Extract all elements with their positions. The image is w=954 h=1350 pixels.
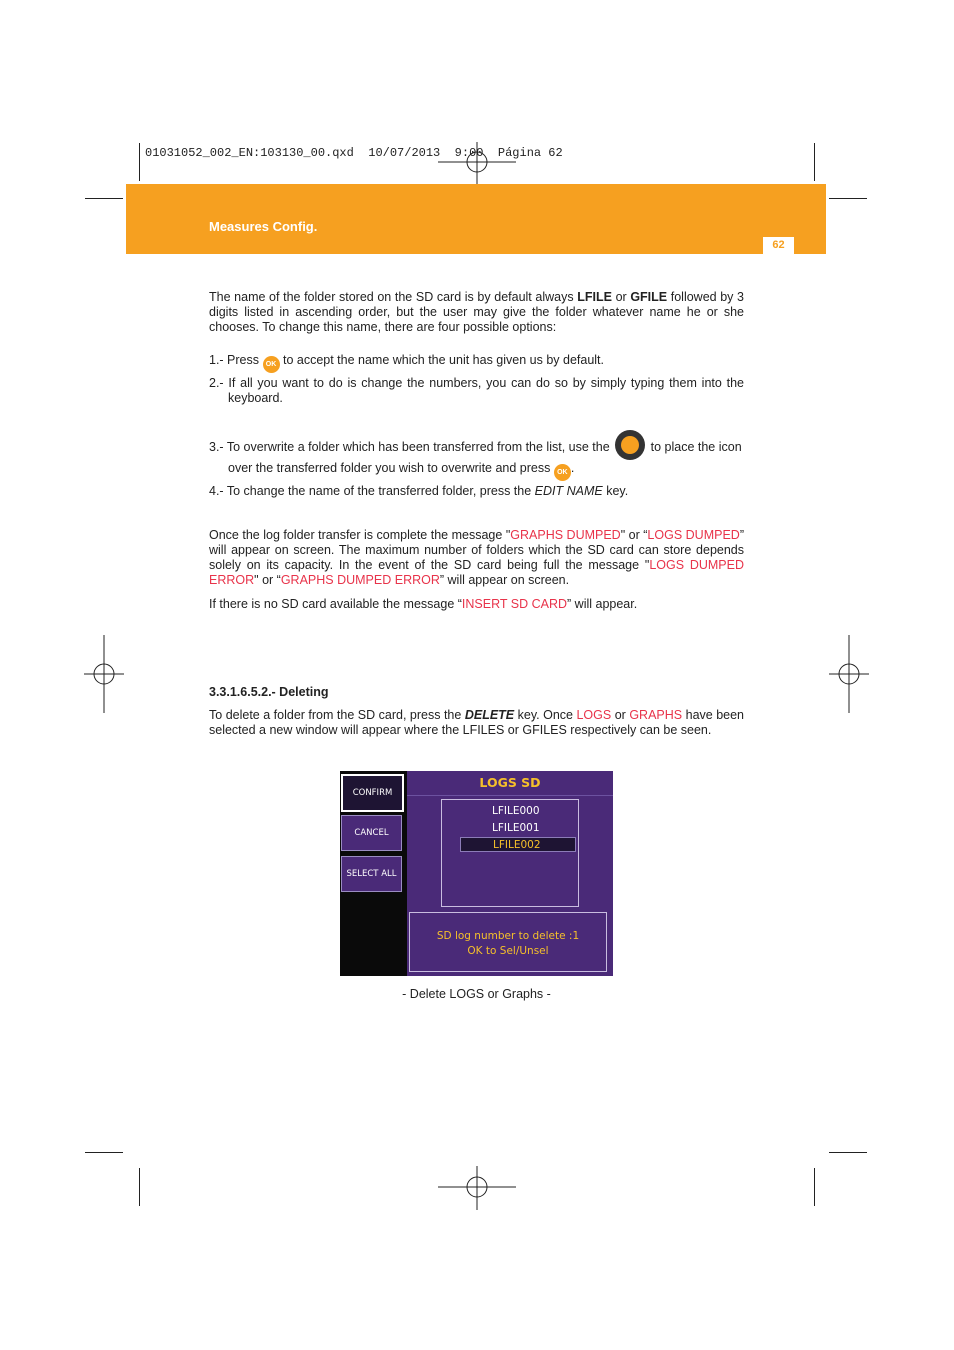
graphs-term: GRAPHS [629, 708, 683, 722]
message-graphs-dumped: GRAPHS DUMPED [510, 528, 621, 542]
ok-button-icon: OK [263, 356, 280, 373]
crop-mark [829, 198, 867, 199]
option-3: 3.- To overwrite a folder which has been transferred from the list, use the to place the icon [209, 430, 749, 460]
logs-term: LOGS [576, 708, 612, 722]
slug-time: 9:00 [454, 146, 484, 160]
crop-mark [139, 1168, 140, 1206]
option-4: 4.- To change the name of the transferred folder, press the EDIT NAME key. [209, 484, 629, 498]
device-screen [340, 771, 613, 976]
slug-page: Página 62 [497, 146, 563, 160]
cancel-button[interactable]: CANCEL [341, 815, 402, 851]
confirm-button[interactable]: CONFIRM [341, 774, 404, 812]
ok-button-icon: OK [554, 464, 571, 481]
print-slug [145, 146, 563, 160]
option-3-continued: over the transferred folder you wish to overwrite and press OK . [228, 461, 744, 481]
slug-filename: 01031052_002_EN:103130_00.qxd [145, 146, 354, 160]
status-message [409, 912, 607, 972]
registration-mark-bottom [438, 1166, 516, 1210]
logs-sd-panel [407, 771, 613, 976]
list-item[interactable]: LFILE001 [492, 822, 540, 834]
list-item-selected[interactable]: LFILE002 [460, 837, 576, 852]
intro-paragraph: The name of the folder stored on the SD card is by default always LFILE or GFILE followed by 3 digits listed in ascending order, but the user may give the folder whatever name he or she chooses. To change this name, there are four possible options: [209, 290, 745, 334]
deleting-paragraph: To delete a folder from the SD card, press the DELETE key. Once LOGS or GRAPHS have been selected a new window will appear where the LFILES or GFILES respectively can be seen. [209, 708, 745, 737]
screen-title: LOGS SD [407, 771, 613, 796]
status-line-1: SD log number to delete :1 [436, 930, 580, 942]
lfile-term: LFILE [577, 290, 612, 304]
crop-mark [829, 1152, 867, 1153]
registration-mark-left [84, 635, 124, 713]
message-insert-sd-card: INSERT SD CARD [461, 597, 568, 611]
crop-mark [85, 198, 123, 199]
crop-mark [139, 143, 140, 181]
message-logs-dumped: LOGS DUMPED [647, 528, 740, 542]
registration-mark-right [829, 635, 869, 713]
page-number: 62 [763, 237, 794, 254]
option-1: 1.- Press OK to accept the name which the unit has given us by default. [209, 353, 744, 373]
rotary-knob-icon [615, 430, 645, 460]
crop-mark [814, 143, 815, 181]
crop-mark [85, 1152, 123, 1153]
list-item[interactable]: LFILE000 [492, 805, 540, 817]
status-line-2: OK to Sel/Unsel [467, 945, 549, 957]
crop-mark [814, 1168, 815, 1206]
select-all-button[interactable]: SELECT ALL [341, 856, 402, 892]
edit-name-key: EDIT NAME [534, 484, 603, 498]
section-title: Measures Config. [209, 219, 318, 234]
file-list [441, 799, 579, 907]
figure-caption: - Delete LOGS or Graphs - [402, 987, 551, 1001]
gfile-term: GFILE [630, 290, 668, 304]
deleting-heading: 3.3.1.6.5.2.- Deleting [209, 685, 329, 699]
slug-date: 10/07/2013 [368, 146, 441, 160]
transfer-paragraph: Once the log folder transfer is complete the message "GRAPHS DUMPED" or “LOGS DUMPED” will appear on screen. The maximum number of folders which the SD card can store depends solely on its capacity. In the event of the SD card being full the message "LOGS DUMPED ERROR" or “GRAPHS DUMPED ERROR” will appear on screen. [209, 528, 744, 587]
message-logs-dumped-error: LOGS DUMPED ERROR [209, 558, 744, 587]
delete-key: DELETE [464, 708, 515, 722]
option-2: 2.- If all you want to do is change the numbers, you can do so by simply typing them into the keyboard. [209, 376, 744, 405]
no-sd-paragraph: If there is no SD card available the message “INSERT SD CARD” will appear. [209, 597, 638, 611]
message-graphs-dumped-error: GRAPHS DUMPED ERROR [280, 573, 440, 587]
